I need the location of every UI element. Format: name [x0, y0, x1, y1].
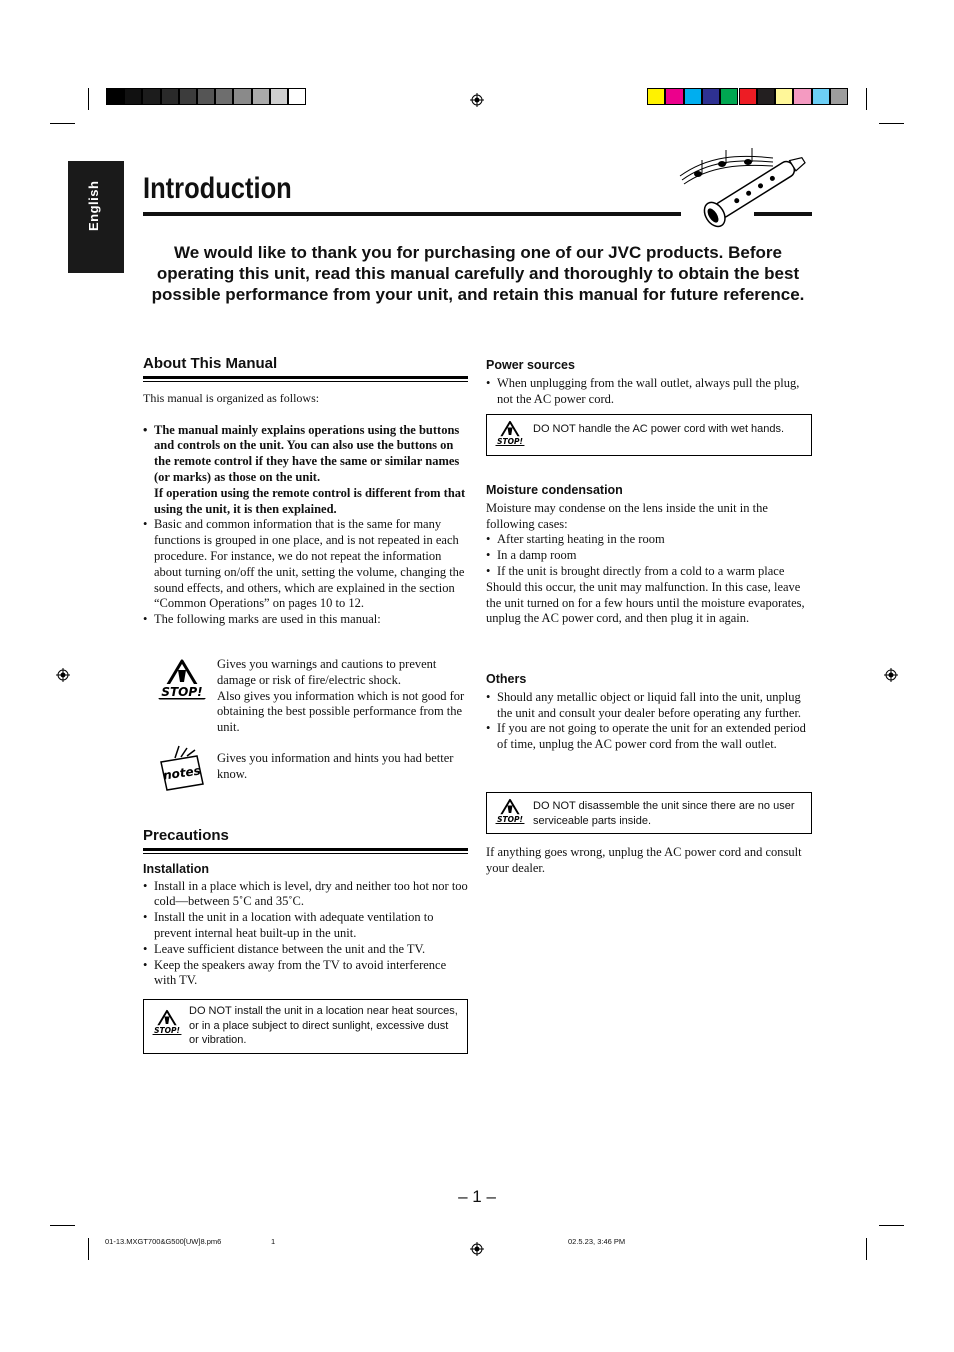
moisture-intro: Moisture may condense on the lens inside the unit in the following cases:: [486, 500, 768, 531]
registration-mark-icon: [470, 93, 484, 107]
registration-mark-icon: [470, 1242, 484, 1256]
moisture-outro: Should this occur, the unit may malfunction. In this case, leave the unit turned on for a few hours until the moisture evaporates, unplug the AC power cord, and then plug it in again.: [486, 579, 805, 626]
stop-icon-label: STOP!: [161, 685, 203, 699]
precautions-heading: Precautions: [143, 827, 229, 844]
list-item: • If you are not going to operate the unit for an extended period of time, unplug the AC power cord from the wall outlet.: [486, 721, 812, 753]
language-tab-label: English: [86, 180, 101, 231]
calibration-swatch: [215, 88, 233, 105]
calibration-swatch: [812, 88, 830, 105]
calibration-swatch: [161, 88, 179, 105]
clarinet-music-icon: [678, 146, 816, 232]
closing-note: If anything goes wrong, unplug the AC power cord and consult your dealer.: [486, 845, 802, 875]
others-heading: Others: [486, 672, 527, 686]
crop-mark: [50, 1225, 75, 1226]
page-title: Introduction: [143, 172, 292, 205]
stop-icon: [150, 1009, 184, 1039]
list-item: • When unplugging from the wall outlet, always pull the plug, not the AC power cord.: [486, 376, 812, 408]
list-item: • Leave sufficient distance between the unit and the TV.: [143, 942, 468, 958]
about-intro: This manual is organized as follows:: [143, 390, 320, 405]
calibration-swatch: [830, 88, 848, 105]
calibration-swatch: [739, 88, 757, 105]
list-item: • In a damp room: [486, 548, 812, 564]
moisture-section: [486, 483, 812, 627]
warning-text: DO NOT install the unit in a location near heat sources, or in a place subject to direct sunlight, excessive dust or vibration.: [189, 1005, 458, 1046]
list-item: • The following marks are used in this manual:: [143, 612, 468, 628]
stop-icon-label: STOP!: [497, 436, 523, 446]
notes-icon: [157, 744, 207, 792]
stop-mark-description: Gives you warnings and cautions to prevent damage or risk of fire/electric shock. Also gives you information which is not good for obtaining the best possible performance from the unit.: [217, 657, 465, 735]
list-item: • Install in a place which is level, dry and neither too hot nor too cold—between 5˚C and 35˚C.: [143, 879, 468, 911]
stop-icon: [156, 658, 208, 706]
calibration-swatch: [124, 88, 142, 105]
list-item: • Keep the speakers away from the TV to avoid interference with TV.: [143, 958, 468, 990]
language-tab: [68, 161, 124, 273]
warning-text: DO NOT disassemble the unit since there are no user serviceable parts inside.: [533, 800, 795, 827]
calibration-swatch: [720, 88, 738, 105]
stop-icon-label: STOP!: [154, 1025, 180, 1035]
registration-mark-icon: [884, 668, 898, 682]
stop-icon: [493, 420, 527, 450]
calibration-swatch: [757, 88, 775, 105]
crop-mark: [879, 1225, 904, 1226]
list-item: [143, 423, 468, 518]
calibration-swatch: [647, 88, 665, 105]
moisture-heading: Moisture condensation: [486, 483, 623, 497]
list-item: • Install the unit in a location with adequate ventilation to prevent internal heat built-up in the unit.: [143, 910, 468, 942]
list-item: • After starting heating in the room: [486, 532, 812, 548]
list-item: • Should any metallic object or liquid fall into the unit, unplug the unit and consult your dealer before operating any further.: [486, 690, 812, 722]
crop-mark: [88, 1238, 89, 1260]
notes-mark-description: Gives you information and hints you had better know.: [217, 751, 454, 781]
warning-box: [486, 792, 812, 834]
list-item: • If the unit is brought directly from a cold to a warm place: [486, 564, 812, 580]
section-rule: [143, 381, 468, 382]
about-heading: About This Manual: [143, 355, 278, 372]
power-section: [486, 358, 812, 407]
about-bold-text: If operation using the remote control is different from that using the unit, it is then explained.: [154, 485, 466, 516]
list-item: • Basic and common information that is the same for many functions is grouped in one place, and is not repeated in each procedure. For instance, we do not repeat the information about turning on/off the unit, setting the volume, changing the sound effects, and others, which are explained in the section “Common Operations” on pages 10 to 12.: [143, 517, 468, 612]
calibration-swatch: [702, 88, 720, 105]
intro-paragraph: We would like to thank you for purchasing one of our JVC products. Before operating this unit, read this manual carefully and thoroughly to obtain the best possible performance from your unit, and retain this manual for future reference.: [151, 243, 805, 304]
title-rule: [143, 212, 681, 216]
warning-box: [486, 414, 812, 456]
section-rule: [143, 853, 468, 854]
calibration-swatch: [179, 88, 197, 105]
calibration-swatch: [288, 88, 306, 105]
crop-mark: [866, 88, 867, 110]
precautions-section: [143, 828, 468, 989]
crop-mark: [866, 1238, 867, 1260]
about-bold-text: The manual mainly explains operations using the buttons and controls on the unit. You can also use the buttons on the remote control if they have the same or similar names (or marks) as those on the unit.: [154, 422, 460, 484]
installation-heading: Installation: [143, 861, 209, 876]
others-section: [486, 672, 812, 753]
calibration-swatch: [197, 88, 215, 105]
calibration-swatch: [775, 88, 793, 105]
left-column: [143, 356, 468, 628]
warning-box: [143, 999, 468, 1054]
calibration-swatch: [793, 88, 811, 105]
stop-icon: [493, 798, 527, 828]
registration-mark-icon: [56, 668, 70, 682]
section-rule: [143, 848, 468, 851]
footer-filename: 01-13.MXGT700&G500[UW]8.pm6: [105, 1237, 222, 1246]
section-rule: [143, 376, 468, 379]
calibration-swatch: [142, 88, 160, 105]
calibration-swatch: [684, 88, 702, 105]
calibration-swatch: [106, 88, 124, 105]
crop-mark: [50, 123, 75, 124]
calibration-swatch: [252, 88, 270, 105]
power-heading: Power sources: [486, 358, 575, 372]
crop-mark: [879, 123, 904, 124]
footer-page: 1: [271, 1237, 276, 1246]
notes-icon-label: notes: [162, 763, 202, 783]
calibration-swatch: [270, 88, 288, 105]
calibration-swatch: [665, 88, 683, 105]
warning-text: DO NOT handle the AC power cord with wet hands.: [533, 423, 785, 435]
crop-mark: [88, 88, 89, 110]
calibration-swatch: [233, 88, 251, 105]
footer-date: 02.5.23, 3:46 PM: [568, 1237, 626, 1246]
page-number: – 1 –: [458, 1187, 496, 1206]
stop-icon-label: STOP!: [497, 814, 523, 824]
